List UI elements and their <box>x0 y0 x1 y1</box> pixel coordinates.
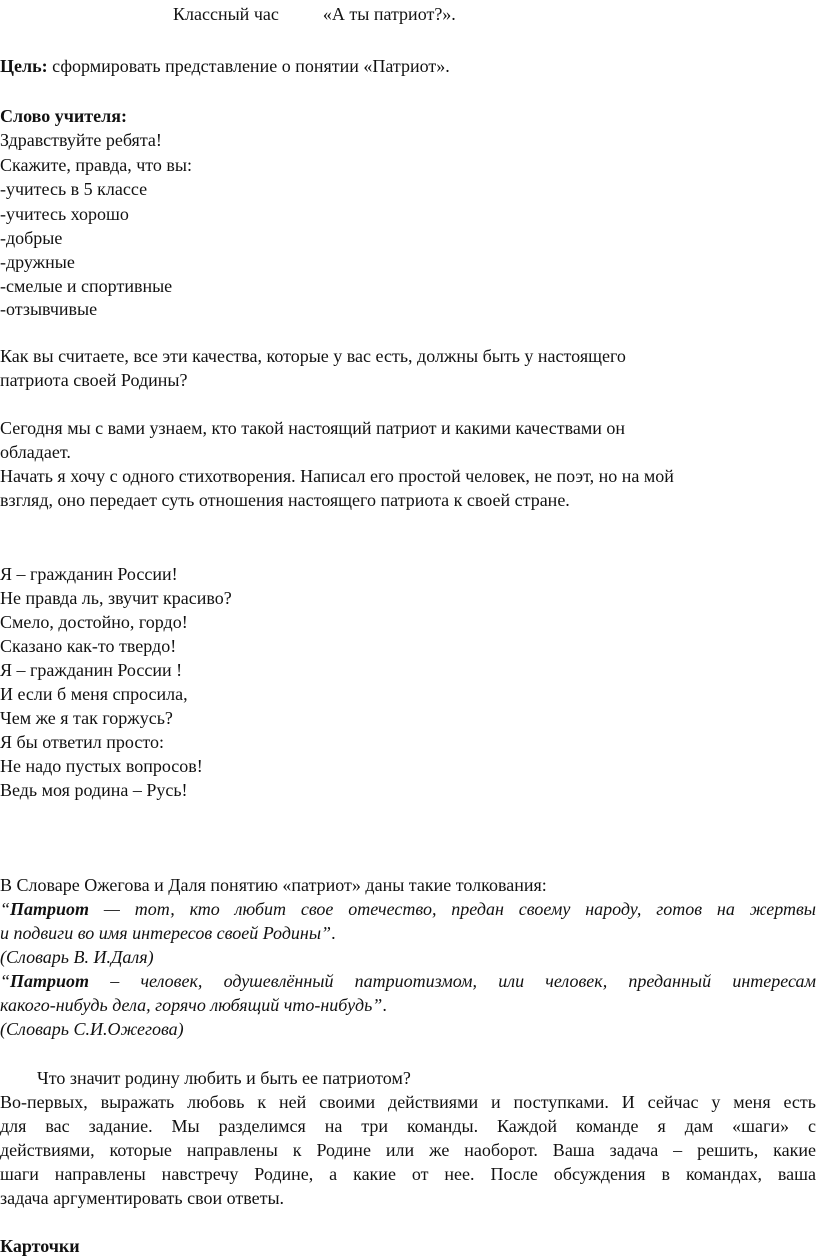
intro-line: Сегодня мы с вами узнаем, кто такой настоящий патриот и какими качествами он <box>0 418 626 438</box>
teacher-line: -добрые <box>0 228 63 248</box>
definition-dal-source: (Словарь В. И.Даля) <box>0 947 154 967</box>
goal-line <box>0 54 450 79</box>
title-part-2: «А ты патриот?». <box>322 4 456 24</box>
poem-line: Ведь моя родина – Русь! <box>0 780 188 800</box>
poem-line: Не правда ль, звучит красиво? <box>0 588 232 608</box>
definition-dal-line-1: “Патриот — тот, кто любит свое отечество, предан своему народу, готов на жертвы <box>0 899 816 919</box>
teacher-line: Здравствуйте ребята! <box>0 130 162 150</box>
question-line: патриота своей Родины? <box>0 370 188 390</box>
task-line: действиями, которые направлены к Родине или же наоборот. Ваша задача – решить, какие <box>0 1140 816 1160</box>
intro-line: Начать я хочу с одного стихотворения. Написал его простой человек, не поэт, но на мой <box>0 466 674 486</box>
teacher-heading: Слово учителя: <box>0 106 127 126</box>
poem-line: Я бы ответил просто: <box>0 732 164 752</box>
definition-ozhegov-source: (Словарь С.И.Ожегова) <box>0 1019 184 1039</box>
task-line: задача аргументировать свои ответы. <box>0 1188 285 1208</box>
task-line: шаги направлены навстречу Родине, а какие от нее. После обсуждения в командах, ваша <box>0 1164 816 1184</box>
poem-line: Сказано как-то твердо! <box>0 636 177 656</box>
teacher-line: -дружные <box>0 252 75 272</box>
definition-term: Патриот <box>10 899 90 919</box>
poem-line: Смело, достойно, гордо! <box>0 612 188 632</box>
intro-line: обладает. <box>0 442 71 462</box>
poem-line: Я – гражданин России! <box>0 564 178 584</box>
teacher-line: -отзывчивые <box>0 299 98 319</box>
intro-line: взгляд, оно передает суть отношения настоящего патриота к своей стране. <box>0 490 570 510</box>
cards-heading: Карточки <box>0 1236 80 1256</box>
definition-term: Патриот <box>10 971 90 991</box>
poem-line: И если б меня спросила, <box>0 684 188 704</box>
teacher-line: Скажите, правда, что вы: <box>0 155 192 175</box>
poem-line: Чем же я так горжусь? <box>0 708 173 728</box>
page-title <box>173 2 456 27</box>
teacher-line: -учитесь хорошо <box>0 204 129 224</box>
poem-line: Не надо пустых вопросов! <box>0 756 203 776</box>
teacher-line: -учитесь в 5 классе <box>0 179 148 199</box>
goal-label: Цель: <box>0 56 48 76</box>
task-line: для вас задание. Мы разделимся на три команды. Каждой команде я дам «шаги» с <box>0 1116 816 1136</box>
title-part-1: Классный час <box>173 4 279 24</box>
definition-ozhegov-line-1: “Патриот – человек, одушевлённый патриотизмом, или человек, преданный интересам <box>0 971 816 991</box>
poem-line: Я – гражданин России ! <box>0 660 183 680</box>
dictionary-intro: В Словаре Ожегова и Даля понятию «патриот» даны такие толкования: <box>0 875 547 895</box>
task-question: Что значит родину любить и быть ее патриотом? <box>37 1068 411 1088</box>
question-line: Как вы считаете, все эти качества, которые у вас есть, должны быть у настоящего <box>0 346 626 366</box>
definition-ozhegov-line-2: какого-нибудь дела, горячо любящий что-нибудь”. <box>0 995 387 1015</box>
task-line: Во-первых, выражать любовь к ней своими действиями и поступками. И сейчас у меня есть <box>0 1092 816 1112</box>
goal-text: сформировать представление о понятии «Патриот». <box>47 56 450 76</box>
teacher-line: -смелые и спортивные <box>0 276 173 296</box>
definition-dal-line-2: и подвиги во имя интересов своей Родины”. <box>0 923 336 943</box>
